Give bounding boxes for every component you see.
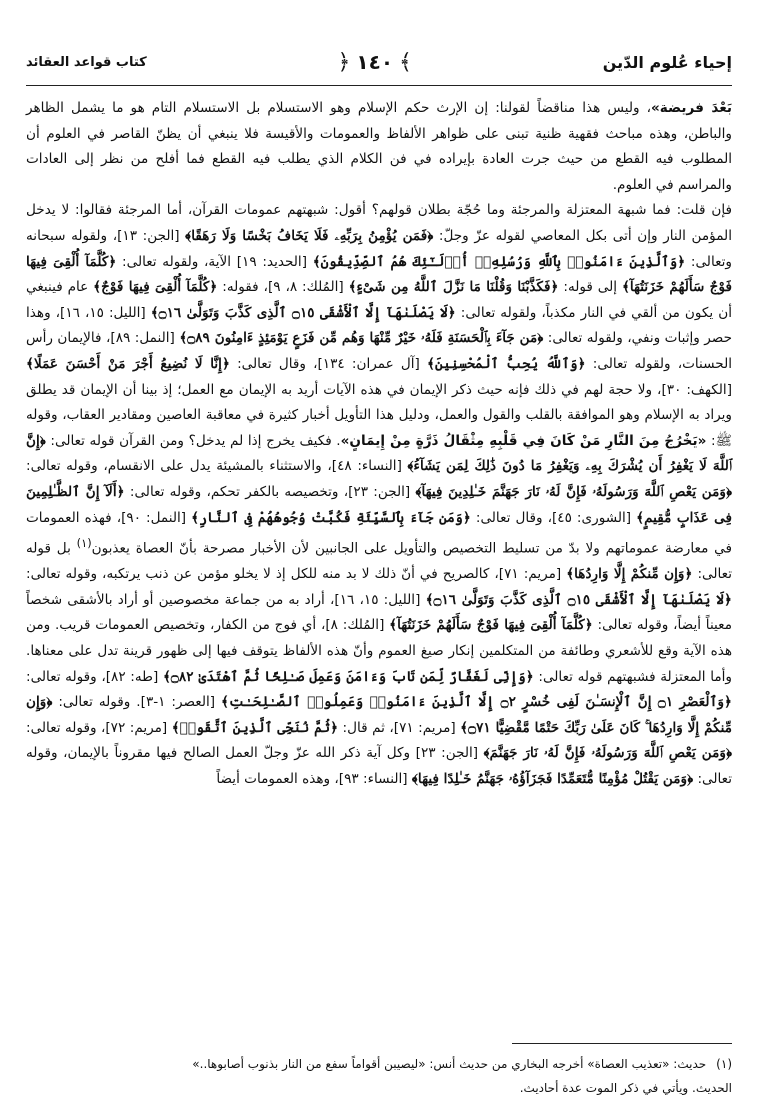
- text-run: فإن قلت: فما شبهة المعتزلة والمرجئة وما حُجّة بطلان قولهم؟ أقول: شبهتهم عمومات القرآن، أما المرجئة فقالوا: لا يدخل المؤمن النار وإن أتى بكل المعاصي لقوله عزّ وجلّ:: [26, 202, 732, 244]
- quran-verse: ﴿كُلَّمَآ أُلْقِىَ فِيهَا فَوْجٌ سَأَلَهُمْ خَزَنَتُهَآ﴾: [26, 253, 732, 296]
- text-run: [المُلك: ٨]، أي فوج من الكفار، وتخصيص العمومات قريب. ومن هذه الآية وقع للأشعري وطائفة من المتكلمين إنكار صيغ العموم وأنّ هذه الألفاظ يتوقف فيها إلى ظهور قرينة تدل على معناها. وأما المعتزلة فشبهتهم قوله تعالى:: [26, 617, 732, 685]
- quran-verse: ﴿مَن جَآءَ بِٱلْحَسَنَةِ فَلَهُۥ خَيْرٌ مِّنْهَا وَهُم مِّن فَزَعٍ يَوْمَئِذٍ ءَامِنُونَ ۝٨٩﴾: [179, 330, 544, 347]
- text-run: [الجن: ١٣]، ولقوله سبحانه وتعالى:: [26, 227, 732, 270]
- text-run: بل قوله تعالى:: [26, 540, 732, 583]
- footnote-reference[interactable]: (١): [76, 536, 92, 551]
- text-run: [طه: ٨٢]، وقوله تعالى:: [26, 668, 163, 685]
- quran-verse: ﴿وَٱلْعَصْرِ ۝١ إِنَّ ٱلْإِنسَـٰنَ لَفِى خُسْرٍ ۝٢ إِلَّا ٱلَّذِينَ ءَامَنُوا۟ وَعَمِلُوا۟ ٱلصَّـٰلِحَـٰتِ﴾: [221, 694, 732, 711]
- ornament-left-icon: ﴾: [399, 49, 412, 75]
- footnote-text: حديث: «تعذيب العصاة» أخرجه البخاري من حديث أنس: «ليصيبن أقواماً سفع من النار بذنوب أصابوها..»: [192, 1057, 707, 1071]
- text-run: [آل عمران: ١٣٤]، وقال تعالى:: [229, 355, 428, 372]
- chapter-title: كتاب قواعد العقائد: [26, 54, 147, 70]
- hadith-quote: «يَخْرُجُ مِنَ النَّارِ مَنْ كَانَ فِي قَلْبِهِ مِثْقَالُ ذَرَّةٍ مِنْ إِيمَانٍ»: [340, 432, 707, 449]
- text-run: [مريم: ٧١]، كالصريح في أنّ ذلك لا بد منه للكل إذ لا يخلو مؤمن عن ذنب يرتكبه، وقوله تعالى:: [26, 566, 567, 583]
- text-run: [الحديد: ١٩] الآية، ولقوله تعالى:: [116, 253, 313, 270]
- paragraph-2: [26, 198, 732, 792]
- paragraph-1: [26, 96, 732, 198]
- quran-verse: ﴿وَمَن يَعْصِ ٱللَّهَ وَرَسُولَهُۥ فَإِنَّ لَهُۥ نَارَ جَهَنَّمَ خَـٰلِدِينَ فِيهَآ﴾: [415, 483, 732, 500]
- footnote-text: الحديث. ويأتي في ذكر الموت عدة أحاديث.: [519, 1081, 732, 1095]
- quran-verse: ﴿وَإِنِّى لَغَفَّارٌ لِّمَن تَابَ وَءَامَنَ وَعَمِلَ صَـٰلِحًا ثُمَّ ٱهْتَدَىٰ ۝٨٢﴾: [162, 668, 534, 685]
- quran-verse: ﴿فَمَن يُؤْمِنُ بِرَبِّهِۦ فَلَا يَخَافُ بَخْسًا وَلَا رَهَقًا﴾: [185, 227, 434, 244]
- text-run: ، وليس هذا مناقضاً لقولنا: إن الإرث حكم الإسلام وهو الاستسلام بل الاستسلام التام هو ما يشمل الظاهر والباطن، وهذه مباحث فقهية ظنية تبنى على ظواهر الألفاظ والعمومات والأقيسة فلا ينبغي أن يظنّ القاصر في العلوم أن المطلوب فيه القطع من حيث جرت العادة بإيراده في فن الكلام الذي يطلب فيه القطع فما أفلح من نظر إلى العادات والمراسم في العلوم.: [26, 100, 732, 193]
- page-number-block: [338, 50, 412, 75]
- quran-verse: ﴿أَلَآ إِنَّ ٱلظَّـٰلِمِينَ فِى عَذَابٍ مُّقِيمٍ﴾: [26, 483, 732, 526]
- quran-verse: ﴿وَمَن جَآءَ بِٱلسَّيِّئَةِ فَكُبَّتْ وُجُوهُهُمْ فِى ٱلنَّارِ﴾: [191, 509, 471, 526]
- quran-verse: ﴿لَا يَصْلَىٰهَآ إِلَّا ٱلْأَشْقَى ۝١٥ ٱلَّذِى كَذَّبَ وَتَوَلَّىٰ ۝١٦﴾: [150, 304, 456, 321]
- text-run: [مريم: ٧٢]، وقوله تعالى:: [26, 719, 172, 736]
- quran-verse: ﴿كُلَّمَآ أُلْقِىَ فِيهَا فَوْجٌ﴾: [93, 279, 218, 296]
- text-run: . فكيف يخرج إذا لم يدخل؟ ومن القرآن قوله تعالى:: [45, 432, 341, 449]
- footnote-divider: [512, 1043, 732, 1044]
- quran-verse: ﴿وَٱلَّذِينَ ءَامَنُوا۟ بِٱللَّهِ وَرُسُلِهِۦٓ أُو۟لَـٰٓئِكَ هُمُ ٱلصِّدِّيقُونَ﴾: [312, 253, 686, 270]
- text-run: [النساء: ٤٨]، والاستثناء بالمشيئة يدل على الانقسام، وقوله تعالى:: [26, 458, 408, 475]
- quran-verse: ﴿لَا يَصْلَىٰهَآ إِلَّا ٱلْأَشْقَى ۝١٥ ٱلَّذِى كَذَّبَ وَتَوَلَّىٰ ۝١٦﴾: [425, 591, 733, 608]
- text-run: [النمل: ٨٩]، فالإيمان رأس الحسنات، ولقوله تعالى:: [26, 330, 732, 372]
- page-number: ١٤٠: [356, 50, 394, 74]
- quran-verse: ﴿وَمَن يَعْصِ ٱللَّهَ وَرَسُولَهُۥ فَإِنَّ لَهُۥ نَارَ جَهَنَّمَ﴾: [483, 745, 732, 762]
- text-run: [المُلك: ٨، ٩]، فقوله:: [217, 279, 349, 296]
- text-run: [الشورى: ٤٥]، وقال تعالى:: [470, 509, 637, 526]
- text-run: [النمل: ٩٠]، فهذه العمومات في معارضة عموماتهم ولا بدّ من تسليط التخصيص والتأويل على الجانبين لأن الأخبار مصرحة بأنّ العصاة يعذبون: [26, 509, 732, 557]
- footnote-line-2: [26, 1076, 732, 1100]
- text-run: [الجن: ٢٣]، وتخصيصه بالكفر تحكم، وقوله تعالى:: [124, 483, 416, 500]
- quran-verse: ﴿وَٱللَّهُ يُحِبُّ ٱلْمُحْسِنِينَ﴾: [427, 355, 586, 372]
- text-run: [الكهف: ٣٠]، ولا حجة لهم في ذلك فإنه حيث ذكر الإيمان في هذه الآيات أريد به الإيمان مع العمل؛ إذ بينا أن الإيمان قد يطلق ويراد به الإسلام وهو الموافقة بالقلب والقول والعمل، ودليل هذا التأويل أخبار كثيرة في معاقبة العاصين ومقادير العقاب، وقوله ﷺ:: [26, 381, 732, 449]
- running-title: إحياء عُلوم الدّين: [602, 52, 732, 72]
- hadith-end: بَعْدَ فريضة»: [651, 100, 733, 116]
- text-run: [الجن: ٢٣] وكل آية ذكر الله عزّ وجلّ العمل الصالح فيها مقروناً بالإيمان، وقوله تعالى:: [26, 745, 732, 787]
- footnote-mark: (١): [716, 1057, 732, 1071]
- quran-verse: ﴿فَكَذَّبْنَا وَقُلْنَا مَا نَزَّلَ ٱللَّهُ مِن شَىْءٍ﴾: [348, 279, 559, 296]
- quran-verse: ﴿ثُمَّ نُنَجِّى ٱلَّذِينَ ٱتَّقَوا۟﴾: [171, 719, 339, 736]
- text-run: [الليل: ١٥، ١٦]، وهذا حصر وإثبات ونفي، ولقوله تعالى:: [26, 304, 732, 347]
- text-run: إلى قوله:: [558, 279, 622, 296]
- page-header: [26, 40, 732, 84]
- header-divider: [26, 85, 732, 86]
- ornament-right-icon: ﴿: [337, 49, 351, 75]
- main-text: [26, 96, 732, 793]
- quran-verse: ﴿وَإِن مِّنكُمْ إِلَّا وَارِدُهَا﴾: [566, 566, 693, 583]
- footnote-line-1: [26, 1052, 732, 1076]
- text-run: [العصر: ١-٣]. وقوله تعالى:: [52, 694, 222, 711]
- text-run: [مريم: ٧١]، ثم قال:: [338, 719, 461, 736]
- quran-verse: ﴿إِنَّا لَا نُضِيعُ أَجْرَ مَنْ أَحْسَنَ عَمَلًا﴾: [26, 355, 230, 372]
- text-run: [الليل: ١٥، ١٦]، أراد به من جماعة مخصوصين أو أراد بالأشقى شخصاً معيناً أيضاً، وقوله تعالى:: [26, 591, 732, 634]
- text-run: [النساء: ٩٣]، وهذه العمومات أيضاً: [216, 770, 412, 787]
- quran-verse: ﴿وَمَن يَقْتُلْ مُؤْمِنًا مُّتَعَمِّدًا فَجَزَآؤُهُۥ جَهَنَّمُ خَـٰلِدًا فِيهَا﴾: [411, 770, 694, 787]
- text-run: عام فينبغي أن يكون من ألقي في النار مكذباً، ولقوله تعالى:: [26, 279, 732, 321]
- quran-verse: ﴿إِنَّ ٱللَّهَ لَا يَغْفِرُ أَن يُشْرَكَ بِهِۦ وَيَغْفِرُ مَا دُونَ ذَٰلِكَ لِمَن يَشَآءُ﴾: [26, 432, 732, 475]
- quran-verse: ﴿كُلَّمَآ أُلْقِىَ فِيهَا فَوْجٌ سَأَلَهُمْ خَزَنَتُهَآ﴾: [389, 617, 593, 634]
- quran-verse: ﴿وَإِن مِّنكُمْ إِلَّا وَارِدُهَا ۚ كَانَ عَلَىٰ رَبِّكَ حَتْمًا مَّقْضِيًّا ۝٧١﴾: [26, 694, 733, 736]
- footnote: [26, 1052, 732, 1100]
